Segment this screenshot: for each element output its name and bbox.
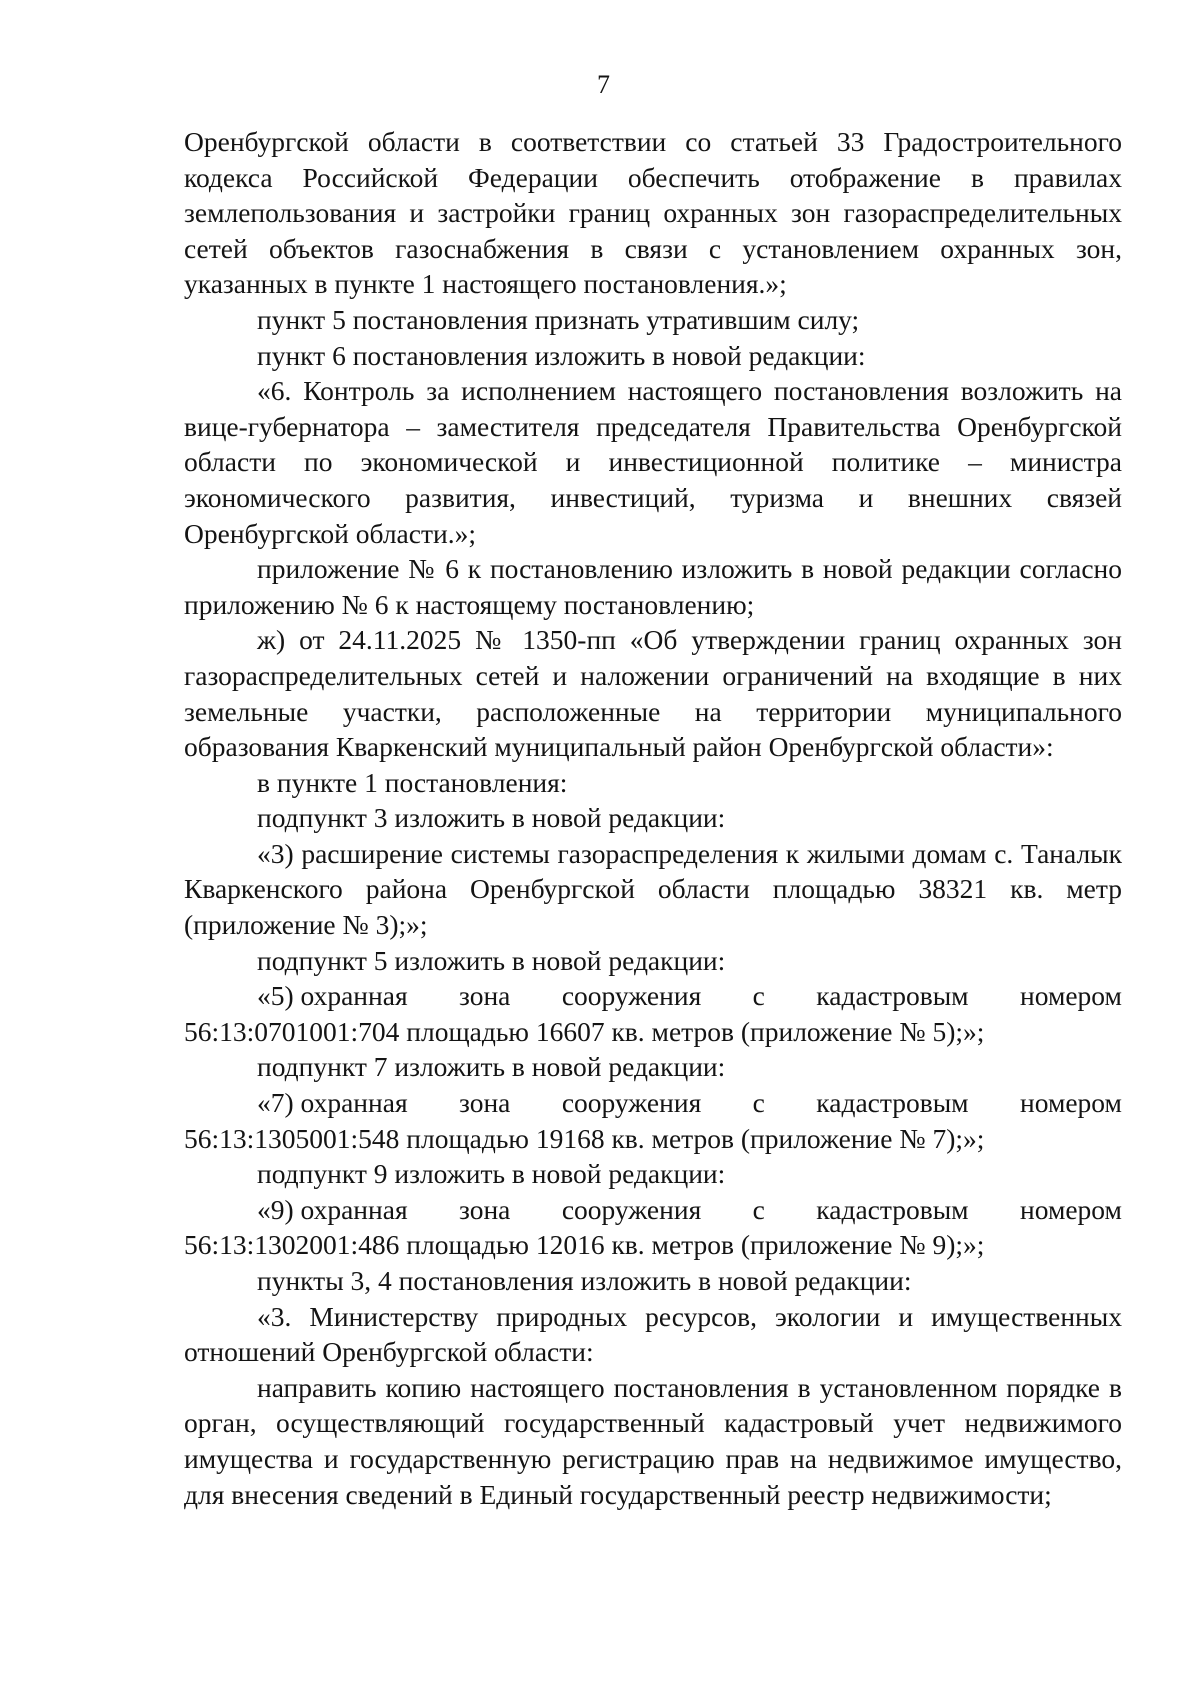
word: сооружения [561,980,702,1012]
paragraph-point-6-intro: пункт 6 постановления изложить в новой редакции: [257,339,866,371]
paragraph-subpoint-9-text [184,1192,1122,1263]
paragraph-subpoint-3-text: «3) расширение системы газораспределения к жилыми домам с. Таналык Кваркенского района Оренбургской области площадью 38321 кв. метр (приложение № 3);»; [184,837,1122,941]
word: номером [1020,1087,1122,1119]
paragraph-appendix-6: приложение № 6 к постановлению изложить в новой редакции согласно приложению № 6 к настоящему постановлению; [184,553,1122,620]
word: сооружения [561,1087,702,1119]
word: кадастровым [816,1087,969,1119]
paragraph-line [184,978,1122,1014]
paragraph-line [184,1192,1122,1228]
paragraph-continuation: Оренбургской области в соответствии со статьей 33 Градостроительного кодекса Российской Федерации обеспечить отображение в правилах землепользования и застройки границ охранных зон газораспределительных сетей объектов газоснабжения в связи с установлением охранных зон, указанных в пункте 1 настоящего постановления.»; [184,126,1122,300]
paragraph-point-5-repeal: пункт 5 постановления признать утратившим силу; [257,303,860,335]
paragraph-line: 56:13:1302001:486 площадью 12016 кв. метров (приложение № 9);»; [184,1229,985,1261]
word: кадастровым [816,980,969,1012]
document-body [184,124,1122,1512]
paragraph-subpoint-7-text [184,1085,1122,1156]
paragraph-points-3-4-intro: пункты 3, 4 постановления изложить в новой редакции: [257,1265,912,1296]
paragraph-resolution-1350: ж) от 24.11.2025 № 1350-пп «Об утверждении границ охранных зон газораспределительных сетей и наложении ограничений на входящие в них земельные участки, расположенные на территории муниципального образования Кваркенский муниципальный район Оренбургской области»: [184,624,1122,763]
paragraph-point-6-text: «6. Контроль за исполнением настоящего постановления возложить на вице-губернатора – заместителя председателя Правительства Оренбургской области по экономической и инвестиционной политике – министра экономического развития, инвестиций, туризма и внешних связей Оренбургской области.»; [184,375,1122,549]
paragraph-subpoint-5-text [184,978,1122,1049]
word: с [752,980,765,1012]
paragraph-line [184,1085,1122,1121]
paragraph-subpoint-3-intro: подпункт 3 изложить в новой редакции: [257,802,726,834]
word: зона [459,980,511,1012]
word: зона [459,1087,511,1119]
word: «7) охранная [257,1087,408,1119]
word: кадастровым [816,1193,969,1225]
paragraph-point-3-text: «3. Министерству природных ресурсов, экологии и имущественных отношений Оренбургской области: [184,1300,1122,1368]
paragraph-send-copy: направить копию настоящего постановления в установленном порядке в орган, осуществляющий государственный кадастровый учет недвижимого имущества и государственную регистрацию прав на недвижимое имущество, для внесения сведений в Единый государственный реестр недвижимости; [184,1371,1122,1510]
paragraph-subpoint-5-intro: подпункт 5 изложить в новой редакции: [257,944,726,976]
word: «5) охранная [257,980,408,1012]
paragraph-subpoint-9-intro: подпункт 9 изложить в новой редакции: [257,1158,726,1190]
paragraph-in-point-1: в пункте 1 постановления: [257,766,568,798]
word: зона [459,1193,511,1225]
paragraph-line: 56:13:0701001:704 площадью 16607 кв. метров (приложение № 5);»; [184,1015,985,1047]
word: «9) охранная [257,1193,408,1225]
word: с [752,1193,765,1225]
paragraph-subpoint-7-intro: подпункт 7 изложить в новой редакции: [257,1051,726,1083]
word: сооружения [561,1193,702,1225]
paragraph-line: 56:13:1305001:548 площадью 19168 кв. метров (приложение № 7);»; [184,1122,985,1154]
page-number: 7 [597,70,610,99]
word: с [752,1087,765,1119]
word: номером [1020,980,1122,1012]
word: номером [1020,1193,1122,1225]
